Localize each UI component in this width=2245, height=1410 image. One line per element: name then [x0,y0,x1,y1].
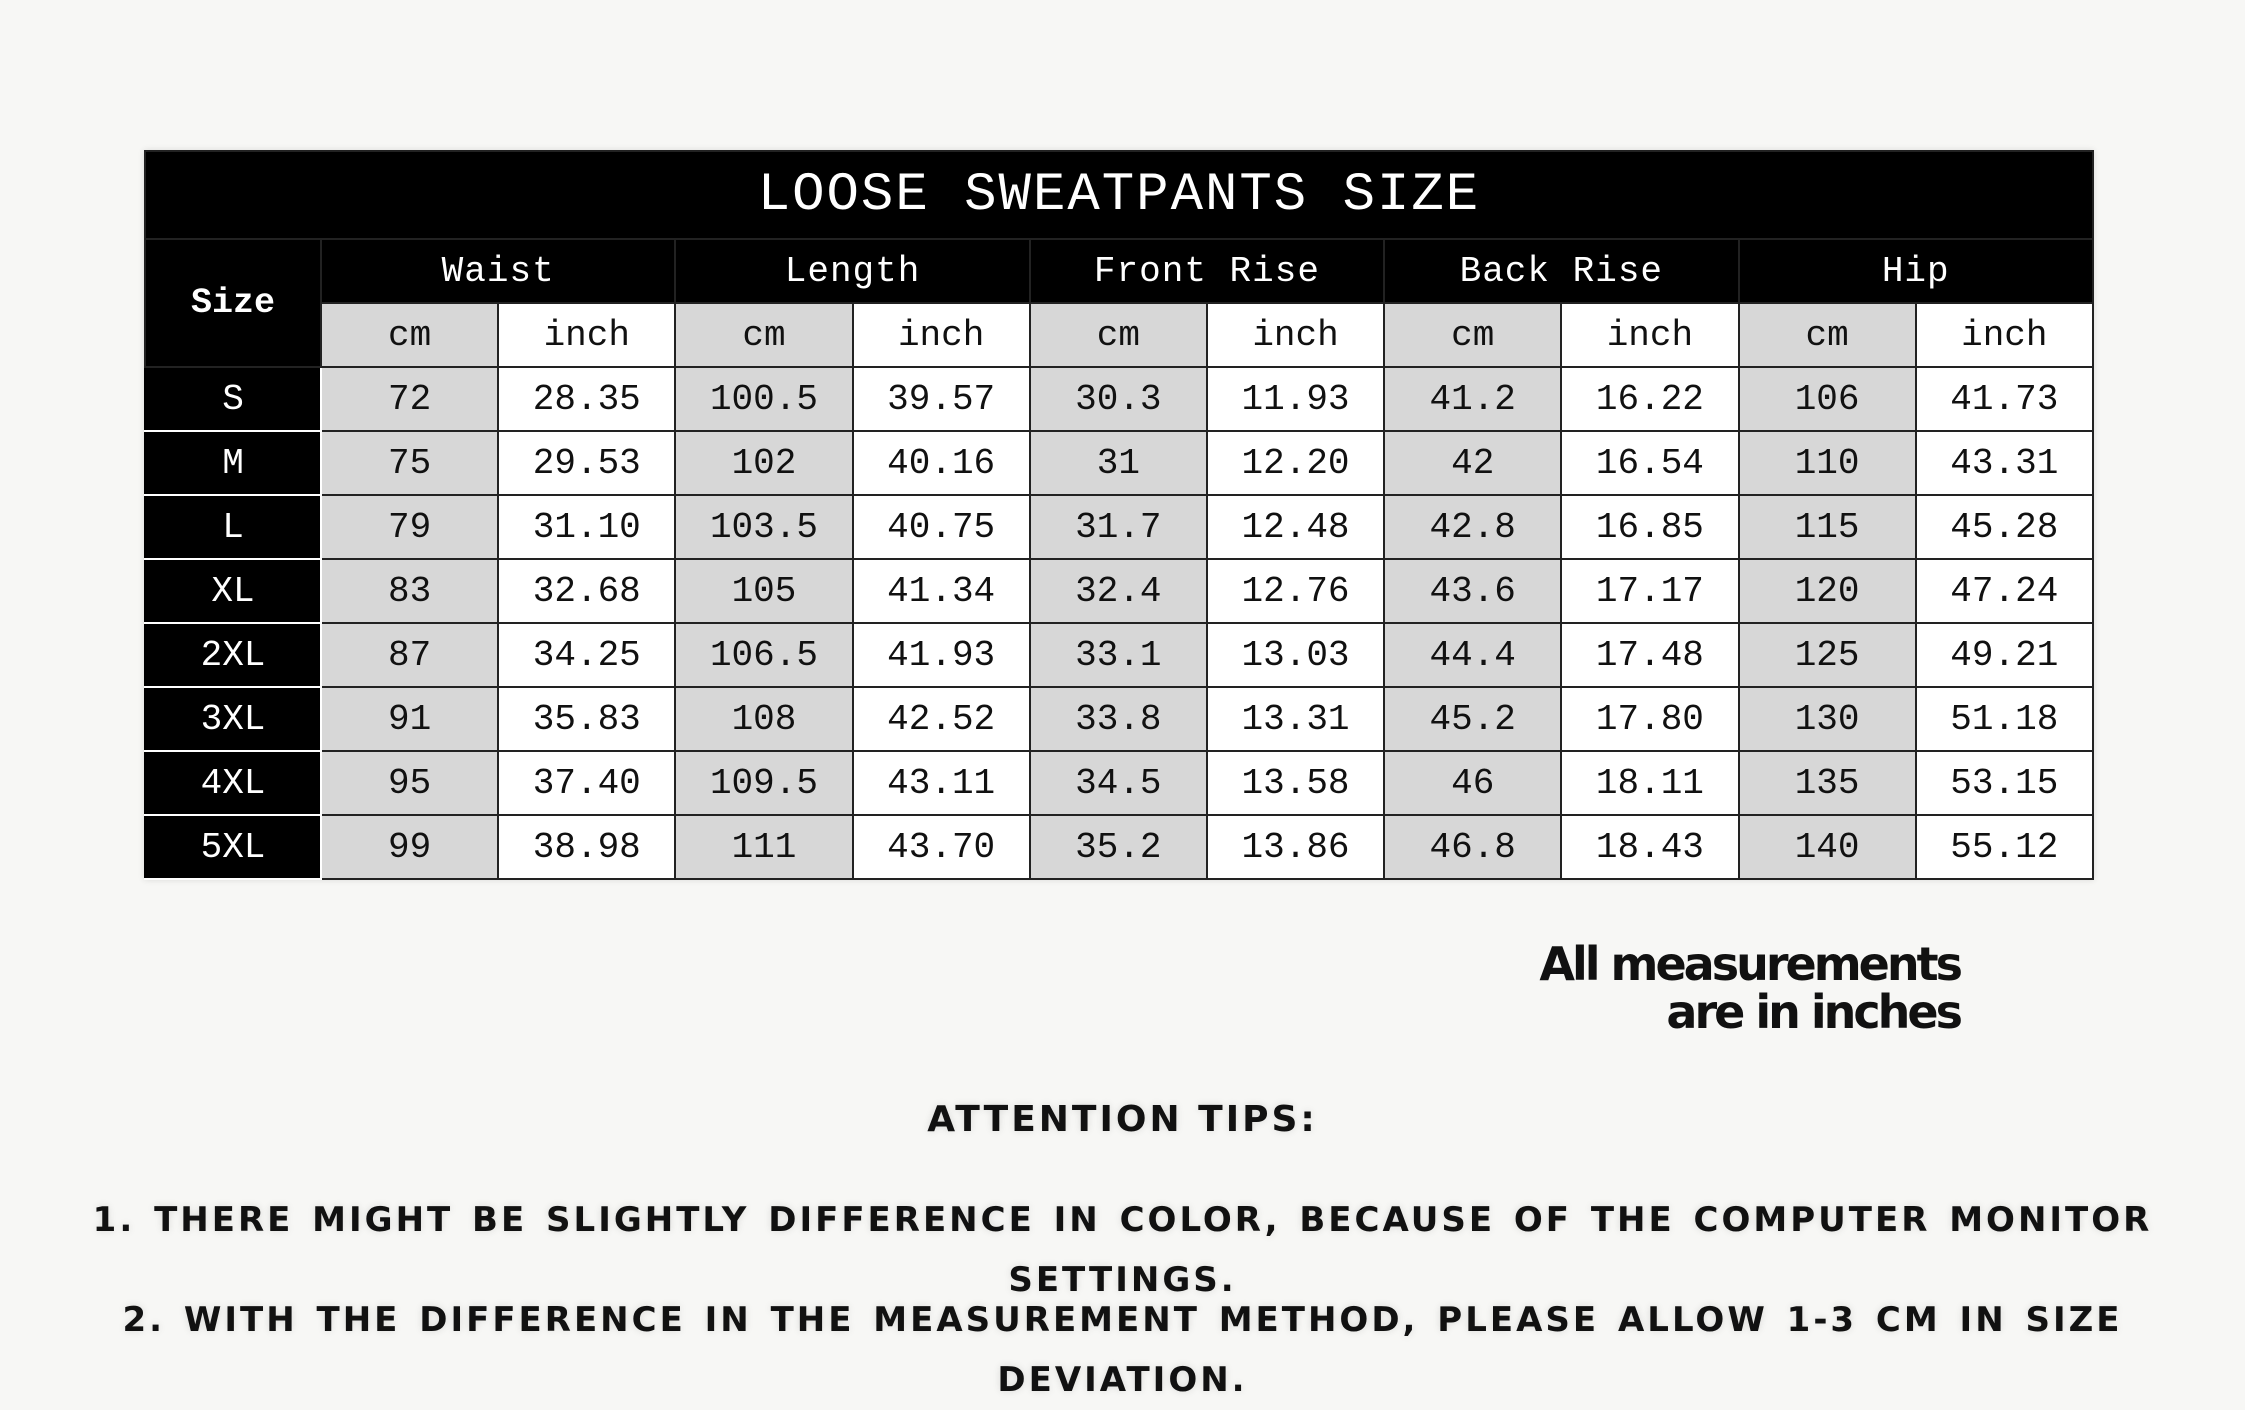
cell-length-inch: 40.75 [853,495,1030,559]
cell-hip-cm: 110 [1739,431,1916,495]
unit-header-waist-inch: inch [498,303,675,367]
size-column-header: Size [145,239,321,367]
cell-waist-inch: 38.98 [498,815,675,879]
cell-front-rise-inch: 13.31 [1207,687,1384,751]
cell-back-rise-inch: 16.54 [1561,431,1738,495]
measurement-note [1490,937,1960,1039]
cell-waist-cm: 83 [321,559,498,623]
unit-header-front-rise-cm: cm [1030,303,1207,367]
cell-hip-inch: 55.12 [1916,815,2093,879]
group-header-hip: Hip [1739,239,2093,303]
cell-back-rise-cm: 46.8 [1384,815,1561,879]
cell-back-rise-inch: 17.80 [1561,687,1738,751]
cell-front-rise-cm: 30.3 [1030,367,1207,431]
size-label: 5XL [145,815,321,879]
group-header-waist: Waist [321,239,675,303]
size-label: XL [145,559,321,623]
size-label: 2XL [145,623,321,687]
cell-length-cm: 100.5 [675,367,852,431]
size-label: 3XL [145,687,321,751]
size-chart-table [144,150,2094,880]
cell-front-rise-inch: 13.86 [1207,815,1384,879]
unit-header-length-cm: cm [675,303,852,367]
cell-hip-inch: 47.24 [1916,559,2093,623]
cell-front-rise-inch: 13.03 [1207,623,1384,687]
cell-hip-cm: 115 [1739,495,1916,559]
group-header-length: Length [675,239,1029,303]
cell-waist-inch: 28.35 [498,367,675,431]
cell-length-inch: 39.57 [853,367,1030,431]
cell-length-cm: 102 [675,431,852,495]
cell-waist-cm: 99 [321,815,498,879]
table-row [145,623,2093,687]
cell-waist-cm: 79 [321,495,498,559]
cell-waist-cm: 72 [321,367,498,431]
cell-length-cm: 103.5 [675,495,852,559]
cell-waist-cm: 87 [321,623,498,687]
cell-hip-cm: 125 [1739,623,1916,687]
cell-hip-cm: 140 [1739,815,1916,879]
size-label: M [145,431,321,495]
cell-waist-inch: 34.25 [498,623,675,687]
cell-back-rise-inch: 16.85 [1561,495,1738,559]
table-row [145,431,2093,495]
cell-length-cm: 108 [675,687,852,751]
cell-hip-cm: 106 [1739,367,1916,431]
cell-hip-cm: 135 [1739,751,1916,815]
cell-front-rise-cm: 34.5 [1030,751,1207,815]
cell-front-rise-inch: 11.93 [1207,367,1384,431]
cell-length-inch: 43.11 [853,751,1030,815]
size-label: L [145,495,321,559]
measurement-note-line-2: are in inches [1666,985,1960,1039]
cell-hip-inch: 49.21 [1916,623,2093,687]
measurement-note-line-1: All measurements [1539,937,1960,991]
cell-length-inch: 41.34 [853,559,1030,623]
table-row [145,815,2093,879]
cell-back-rise-cm: 42.8 [1384,495,1561,559]
unit-header-back-rise-cm: cm [1384,303,1561,367]
cell-back-rise-cm: 44.4 [1384,623,1561,687]
table-row [145,367,2093,431]
unit-header-length-inch: inch [853,303,1030,367]
cell-back-rise-inch: 18.43 [1561,815,1738,879]
cell-front-rise-inch: 12.48 [1207,495,1384,559]
cell-waist-inch: 31.10 [498,495,675,559]
tips-title: ATTENTION TIPS: [927,1099,1318,1140]
cell-waist-inch: 37.40 [498,751,675,815]
cell-front-rise-cm: 35.2 [1030,815,1207,879]
cell-hip-inch: 53.15 [1916,751,2093,815]
cell-back-rise-cm: 42 [1384,431,1561,495]
cell-waist-inch: 32.68 [498,559,675,623]
cell-waist-cm: 75 [321,431,498,495]
cell-front-rise-inch: 13.58 [1207,751,1384,815]
unit-header-hip-inch: inch [1916,303,2093,367]
chart-title: LOOSE SWEATPANTS SIZE [145,151,2093,239]
cell-front-rise-cm: 33.1 [1030,623,1207,687]
cell-length-cm: 109.5 [675,751,852,815]
cell-length-inch: 41.93 [853,623,1030,687]
group-header-back-rise: Back Rise [1384,239,1738,303]
attention-tips [0,1090,2245,1400]
table-row [145,687,2093,751]
size-label: 4XL [145,751,321,815]
size-rows [145,367,2093,879]
size-label: S [145,367,321,431]
cell-back-rise-cm: 46 [1384,751,1561,815]
cell-length-inch: 42.52 [853,687,1030,751]
cell-front-rise-inch: 12.76 [1207,559,1384,623]
cell-back-rise-cm: 43.6 [1384,559,1561,623]
cell-front-rise-cm: 33.8 [1030,687,1207,751]
cell-length-cm: 105 [675,559,852,623]
unit-header-back-rise-inch: inch [1561,303,1738,367]
unit-header-hip-cm: cm [1739,303,1916,367]
cell-back-rise-cm: 45.2 [1384,687,1561,751]
table-row [145,751,2093,815]
cell-hip-inch: 45.28 [1916,495,2093,559]
cell-length-inch: 40.16 [853,431,1030,495]
cell-back-rise-cm: 41.2 [1384,367,1561,431]
tip-line-1: 1. THERE MIGHT BE SLIGHTLY DIFFERENCE IN COLOR, BECAUSE OF THE COMPUTER MONITOR SETTINGS. [92,1200,2153,1300]
tip-line-2: 2. WITH THE DIFFERENCE IN THE MEASUREMENT METHOD, PLEASE ALLOW 1-3 CM IN SIZE DEVIATION. [122,1300,2123,1400]
table-row [145,495,2093,559]
cell-back-rise-inch: 17.48 [1561,623,1738,687]
cell-front-rise-inch: 12.20 [1207,431,1384,495]
cell-back-rise-inch: 16.22 [1561,367,1738,431]
cell-hip-inch: 43.31 [1916,431,2093,495]
group-header-front-rise: Front Rise [1030,239,1384,303]
cell-hip-inch: 41.73 [1916,367,2093,431]
table-row [145,559,2093,623]
cell-back-rise-inch: 17.17 [1561,559,1738,623]
cell-waist-cm: 91 [321,687,498,751]
cell-waist-inch: 35.83 [498,687,675,751]
cell-hip-cm: 120 [1739,559,1916,623]
cell-length-cm: 111 [675,815,852,879]
unit-header-waist-cm: cm [321,303,498,367]
cell-waist-inch: 29.53 [498,431,675,495]
cell-front-rise-cm: 31.7 [1030,495,1207,559]
cell-length-cm: 106.5 [675,623,852,687]
cell-hip-inch: 51.18 [1916,687,2093,751]
cell-front-rise-cm: 31 [1030,431,1207,495]
cell-length-inch: 43.70 [853,815,1030,879]
cell-waist-cm: 95 [321,751,498,815]
cell-back-rise-inch: 18.11 [1561,751,1738,815]
unit-header-front-rise-inch: inch [1207,303,1384,367]
cell-hip-cm: 130 [1739,687,1916,751]
cell-front-rise-cm: 32.4 [1030,559,1207,623]
